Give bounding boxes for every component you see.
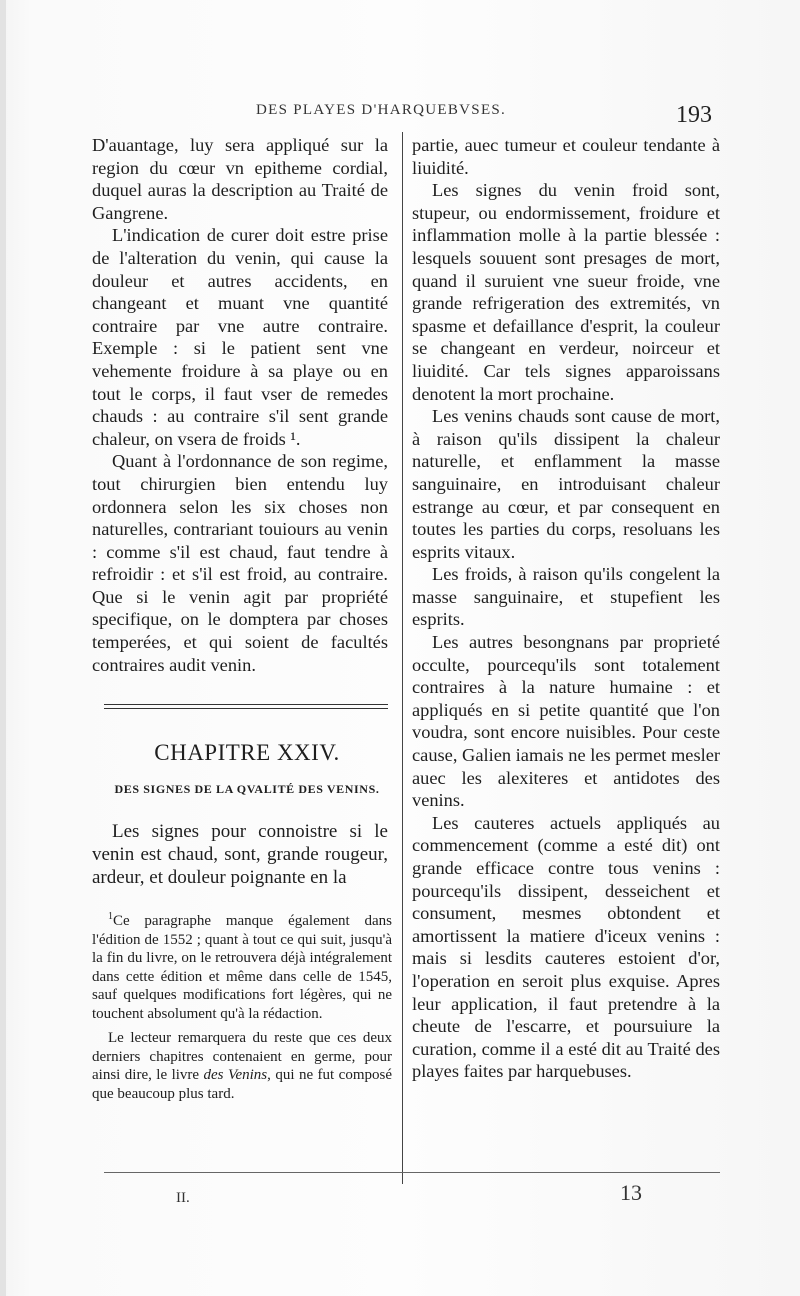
volume-signature: II.: [176, 1190, 190, 1206]
right-column: [412, 134, 720, 1083]
chapter-body: [92, 820, 388, 889]
chapter-title: CHAPITRE XXIV.: [154, 740, 340, 765]
bottom-rule: [104, 1172, 720, 1173]
chapter-rule-bottom: [104, 708, 388, 709]
left-column: [92, 134, 388, 676]
paragraph: Les froids, à raison qu'ils congelent la masse sanguinaire, et stupefient les esprits.: [412, 564, 720, 630]
paragraph: Les autres besongnans par proprieté occulte, pourcequ'ils sont totalement contraires à la nature humaine : et appliqués en si petite quantité que l'on voudra, sont encore nuisibles. Pour ceste cause, Galien iamais ne les permet mesler auec les alexiteres et antidotes des venins.: [412, 632, 720, 811]
footnote-italic-title: des Venins: [203, 1067, 268, 1083]
paragraph: Les signes pour connoistre si le venin est chaud, sont, grande rougeur, ardeur, et douleur poignante en la: [92, 821, 388, 888]
paragraph: Les cauteres actuels appliqués au commencement (comme a esté dit) ont grande efficace contre tous venins : pourcequ'ils dissipent, desseichent et consument, mesmes obtondent et amortissent la matiere d'iceux venins : mais si lesdits cauteres estoient d'or, l'operation en seroit plus exquise. Apres leur application, il faut pretendre à la cheute de l'escarre, et poursuiure la curation, comme il a esté dit au Traité des playes faites par harquebuses.: [412, 812, 720, 1082]
page-edge-shadow: [0, 0, 6, 1296]
footnote-text: , qui ne fut composé que beaucoup plus tard.: [92, 1067, 392, 1102]
paragraph: Les signes du venin froid sont, stupeur, ou endormissement, froidure et inflammation molle à la partie blessée : lesquels souuent sont presages de mort, quand il suruient vne sueur froide, vne grande refrigeration des extremités, vn spasme et defaillance d'esprit, la couleur se changeant en verdeur, noirceur et liuidité. Car tels signes apparoissans denotent la mort prochaine.: [412, 180, 720, 404]
footnote-2: [92, 1029, 392, 1103]
running-title: DES PLAYES D'HARQUEBVSES.: [256, 102, 507, 118]
page-number: 193: [676, 102, 712, 128]
paragraph: L'indication de curer doit estre prise de l'alteration du venin, qui cause la douleur et autres accidents, en changeant et muant vne quantité contraire par vne autre contraire. Exemple : si le patient sent vne vehemente froidure à sa playe ou en tout le corps, il faut vser de remedes chauds : au contraire s'il sent grande chaleur, on vsera de froids ¹.: [92, 225, 388, 449]
paragraph: D'auantage, luy sera appliqué sur la region du cœur vn epitheme cordial, duquel auras la description au Traité de Gangrene.: [92, 135, 388, 223]
chapter-rule-top: [104, 704, 388, 705]
paragraph: Quant à l'ordonnance de son regime, tout chirurgien bien entendu luy ordonnera selon les six choses non naturelles, contrariant touiours au venin : comme s'il est chaud, faut tendre à refroidir : et s'il est froid, au contraire. Que si le venin agit par propriété specifique, on le domptera par choses temperées, et qui soient de facultés contraires audit venin.: [92, 451, 388, 675]
column-divider: [402, 132, 403, 1184]
footnotes: [92, 908, 392, 1109]
footnote-1: [92, 908, 392, 1023]
paragraph: partie, auec tumeur et couleur tendante à liuidité.: [412, 135, 720, 178]
footnote-text: Ce paragraphe manque également dans l'édition de 1552 ; quant à tout ce qui suit, jusqu'à la fin du livre, on le retrouvera déjà intégralement dans cette édition et même dans celle de 1545, sauf quelques modifications fort légères, qui ne touchent absolument qu'à la rédaction.: [92, 913, 392, 1022]
sheet-signature: 13: [620, 1180, 642, 1205]
paragraph: Les venins chauds sont cause de mort, à raison qu'ils dissipent la chaleur naturelle, et enflamment la masse sanguinaire, en introduisant chaleur estrange au cœur, et par consequent en toutes les parties du corps, resoluans les esprits vitaux.: [412, 406, 720, 562]
chapter-subtitle: DES SIGNES DE LA QVALITÉ DES VENINS.: [114, 782, 380, 796]
footnote-text: Le lecteur remarquera du reste que ces deux derniers chapitres contenaient en germe, pour ainsi dire, le livre: [92, 1030, 392, 1083]
footnote-marker: 1: [108, 911, 113, 922]
